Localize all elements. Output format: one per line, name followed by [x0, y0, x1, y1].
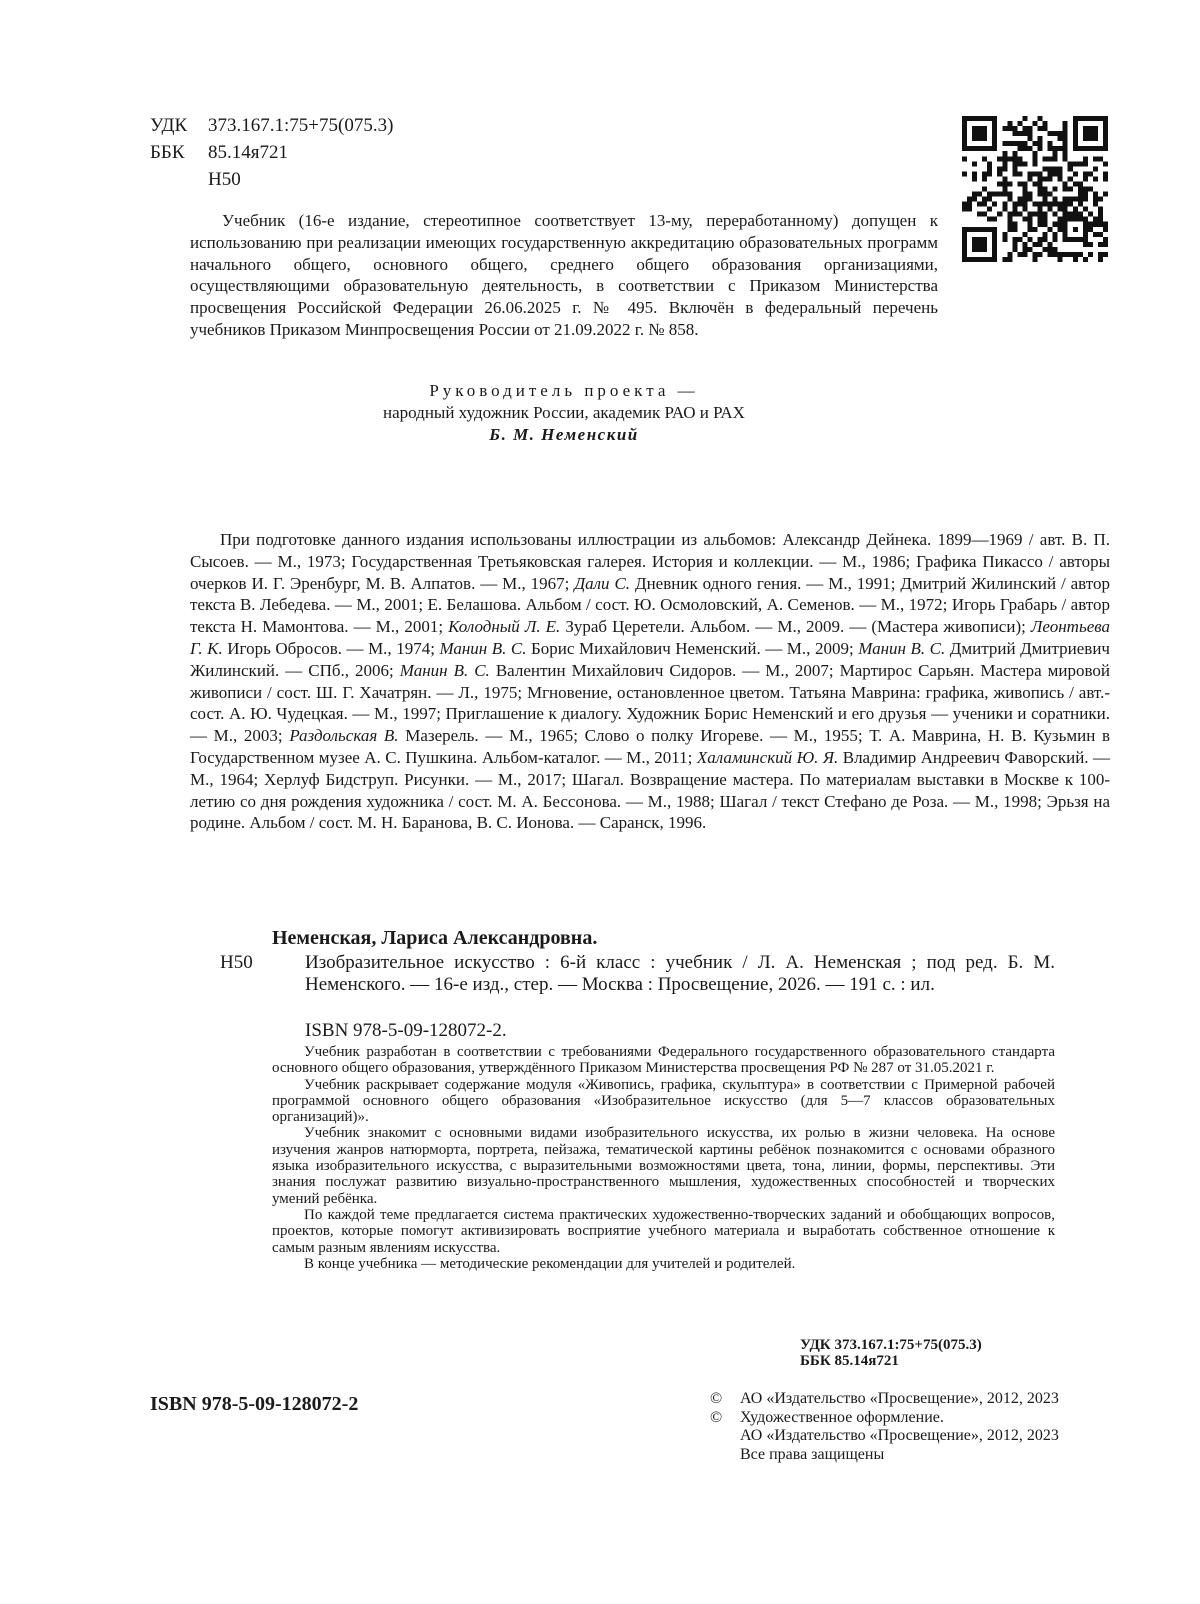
- copyright-row: [710, 1427, 1059, 1446]
- sources-text: Валентин Михайлович Сидоров. — М., 2007; Мартирос Сарьян. Мастера мировой живописи / сост. Ш. Г. Хачатрян. — Л., 1975; Мгновение, остановленное цветом. Татьяна Маврина: графика, живопись / авт.-сост. А. Ю. Чудецкая. — М., 1997; Приглашение к диалогу. Художник Борис Неменский и его друзья — ученики и соратники. — М., 2003;: [190, 660, 1110, 746]
- classification-codes: [150, 112, 393, 193]
- annotation-paragraph: Учебник разработан в соответствии с требованиями Федерального государственного образовательного стандарта основного общего образования, утверждённого Приказом Министерства просвещения РФ № 287 от 31.05.2021 г.: [272, 1044, 1055, 1077]
- approval-text: Учебник (16-е издание, стереотипное соответствует 13-му, переработанному) допущен к использованию при реализации имеющих государственную аккредитацию образовательных программ начального общего, основного общего, среднего общего образования организациями, осуществляющими образовательную деятельность, в соответствии с Приказом Министерства просвещения Российской Федерации 26.06.2025 г. № 495. Включён в федеральный перечень учебников Приказом Минпросвещения России от 21.09.2022 г. № 858.: [190, 211, 938, 339]
- sources-author: Манин В. С.: [399, 660, 490, 680]
- sources-text: Владимир Андреевич Фаворский. — М., 1964; Херлуф Бидструп. Рисунки. — М., 2017; Шагал. Возвращение мастера. По материалам выставки в Москве к 100-летию со дня рождения художника / сост. М. А. Бессонова. — М., 1988; Шагал / текст Стефано де Роза. — М., 1998; Эрьзя на родине. Альбом / сост. М. Н. Баранова, В. С. Ионова. — Саранск, 1996.: [190, 747, 1110, 833]
- qr-code-icon: [962, 116, 1108, 262]
- copyright-row: [710, 1390, 1059, 1409]
- sources-author: Дали С.: [574, 573, 631, 593]
- catalog-bbk: ББК 85.14я721: [800, 1353, 899, 1369]
- copyright-text: АО «Издательство «Просвещение», 2012, 2023: [740, 1427, 1059, 1444]
- catalog-bibliographic-line: [305, 952, 1055, 996]
- bbk-row: [150, 139, 393, 166]
- sources-author: Манин В. С.: [858, 638, 946, 658]
- catalog-codes: [800, 1337, 982, 1369]
- leader-role: Руководитель проекта —: [429, 381, 699, 400]
- rights-text: Все права защищены: [740, 1445, 885, 1463]
- copyright-text: Художественное оформление.: [740, 1408, 944, 1426]
- sources-author: Манин В. С.: [439, 638, 527, 658]
- catalog-isbn: ISBN 978-5-09-128072-2.: [305, 1020, 507, 1041]
- catalog-mark: Н50: [220, 952, 253, 973]
- bbk-label: ББК: [150, 142, 185, 163]
- sources-text: Дневник одного гения. — М., 1991; Дмитрий Жилинский / автор текста В. Лебедева. — М., 2001; Е. Белашова. Альбом / сост. Ю. Осмоловский, А. Семенов. — М., 1972; Игорь Грабарь / автор текста Н. Мамонтова. — М., 2001;: [190, 573, 1110, 637]
- catalog-annotation: [272, 1044, 1055, 1272]
- udk-label: УДК: [150, 115, 188, 136]
- sources-text: Игорь Обросов. — М., 1974;: [222, 638, 440, 658]
- bbk-value: 85.14я721: [208, 142, 288, 163]
- copyright-row: [710, 1409, 1059, 1428]
- annotation-paragraph: В конце учебника — методические рекомендации для учителей и родителей.: [304, 1255, 796, 1272]
- rights-row: [710, 1446, 1059, 1465]
- author-mark-row: [150, 166, 393, 193]
- author-mark: Н50: [208, 169, 241, 190]
- copyright-block: [710, 1390, 1059, 1464]
- sources-author: Халаминский Ю. Я.: [696, 747, 839, 767]
- leader-title: народный художник России, академик РАО и РАХ: [383, 403, 745, 422]
- bib-text: Изобразительное искусство : 6-й класс : учебник / Л. А. Неменская ; под ред. Б. М. Неменского. — 16-е изд., стер. — Москва : Просвещение, 2026. — 191 с. : ил.: [305, 952, 1055, 995]
- sources-text: Мазерель. — М., 1965; Слово о полку Игореве. — М., 1955; Т. А. Маврина, Н. В. Кузьмин в Государственном музее А. С. Пушкина. Альбом-каталог. — М., 2011;: [190, 726, 1110, 767]
- sources-text: Зураб Церетели. Альбом. — М., 2009. — (Мастера живописи);: [560, 617, 1031, 637]
- sources-author: Раздольская В.: [289, 726, 399, 746]
- project-leader: [190, 380, 938, 446]
- footer-isbn: ISBN 978-5-09-128072-2: [150, 1393, 359, 1415]
- illustrations-sources: [190, 529, 1110, 834]
- copyright-icon: ©: [710, 1390, 723, 1407]
- catalog-author: Неменская, Лариса Александровна.: [272, 927, 598, 949]
- annotation-paragraph: Учебник раскрывает содержание модуля «Живопись, графика, скульптура» в соответствии с Примерной рабочей программой основного общего образования «Изобразительное искусство (для 5—7 классов образовательных организаций)».: [272, 1076, 1055, 1126]
- leader-name: Б. М. Неменский: [489, 425, 639, 444]
- sources-author: Колодный Л. Е.: [448, 617, 561, 637]
- sources-text: Дмитрий Дмитриевич Жилинский. — СПб., 2006;: [190, 638, 1110, 680]
- annotation-paragraph: По каждой теме предлагается система практических художественно-творческих заданий и обобщающих вопросов, проектов, которые помогут активизировать восприятие учебного материала и выработать собственное отношение к самым разным явлениям искусства.: [272, 1206, 1055, 1256]
- catalog-udk: УДК 373.167.1:75+75(075.3): [800, 1337, 982, 1353]
- udk-value: 373.167.1:75+75(075.3): [208, 115, 394, 136]
- udk-row: [150, 112, 393, 139]
- sources-author: Леонтьева Г. К.: [190, 617, 1110, 658]
- annotation-paragraph: Учебник знакомит с основными видами изобразительного искусства, их ролью в жизни человека. На основе изучения жанров натюрморта, портрета, пейзажа, тематической картины ребёнок познакомится с основами образного языка изобразительного искусства, с выразительными возможностями цвета, тона, линии, формы, перспективы. Эти знания послужат развитию визуально-пространственного мышления, художественных способностей и творческих умений ребёнка.: [272, 1125, 1055, 1207]
- sources-text: При подготовке данного издания использованы иллюстрации из альбомов: Александр Дейнека. 1899—1969 / авт. В. П. Сысоев. — М., 1973; Государственная Третьяковская галерея. История и коллекции. — М., 1986; Графика Пикассо / авторы очерков И. Г. Эренбург, М. В. Алпатов. — М., 1967;: [190, 530, 1110, 593]
- copyright-text: АО «Издательство «Просвещение», 2012, 2023: [740, 1390, 1059, 1407]
- sources-text: Борис Михайлович Неменский. — М., 2009;: [526, 638, 859, 658]
- copyright-icon: ©: [710, 1408, 723, 1426]
